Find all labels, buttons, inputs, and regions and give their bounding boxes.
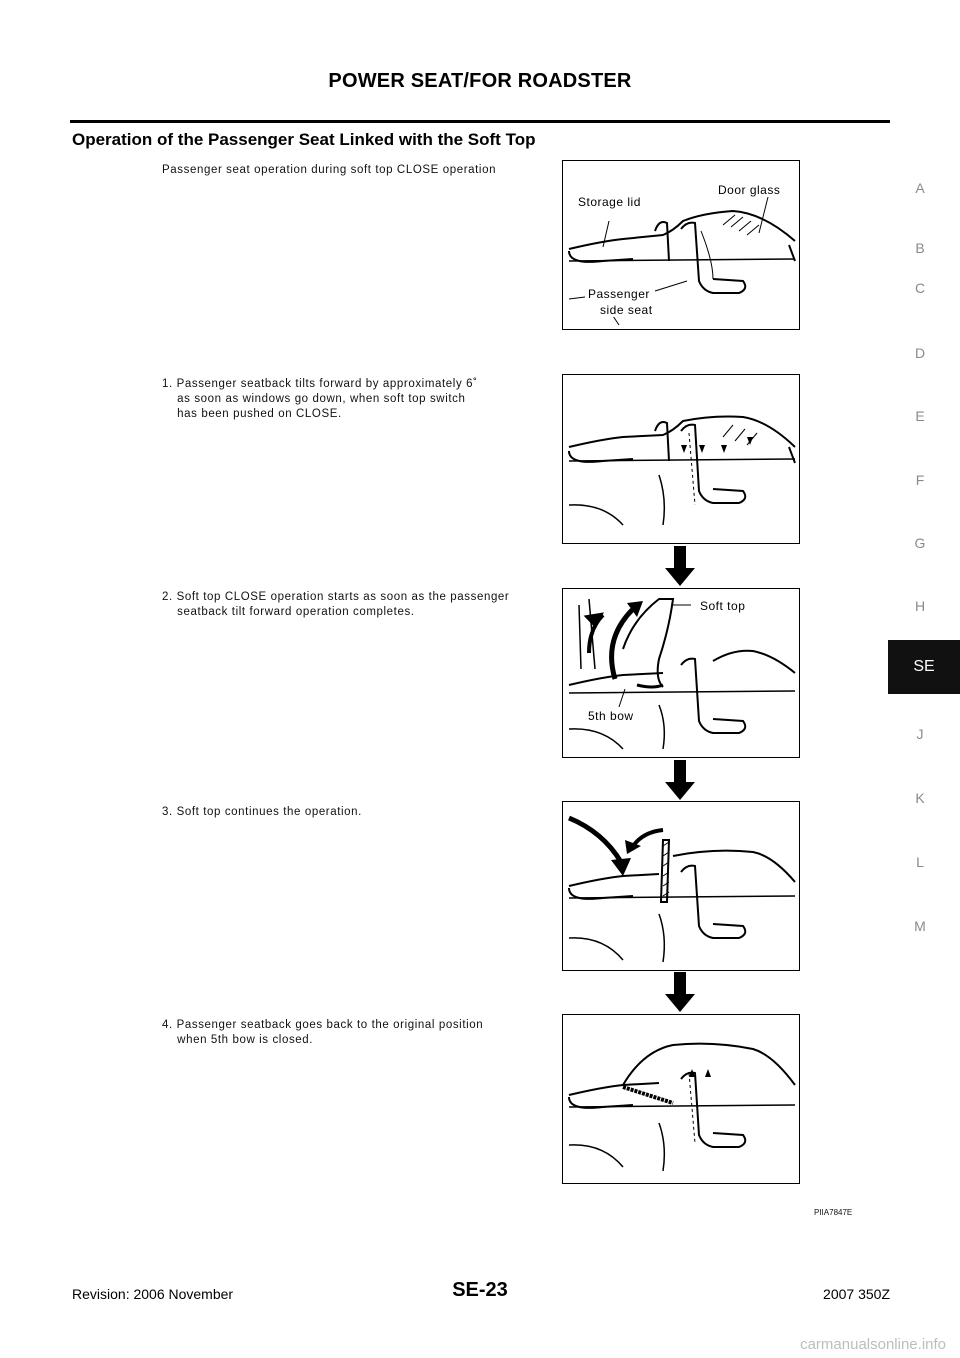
- tab-d[interactable]: D: [914, 345, 926, 361]
- section-title: Operation of the Passenger Seat Linked with the Soft Top: [72, 130, 536, 149]
- illustration-step-2: [562, 588, 800, 758]
- tab-e[interactable]: E: [915, 408, 925, 424]
- watermark: carmanualsonline.info: [800, 1336, 946, 1353]
- tab-c[interactable]: C: [914, 280, 926, 296]
- illustration-step-4: [562, 1014, 800, 1184]
- step-1-text: 1. Passenger seatback tilts forward by approximately 6˚ as soon as windows go down, when soft top switch has been pushed on CLOSE.: [162, 378, 478, 420]
- tab-l[interactable]: L: [916, 854, 924, 870]
- callout-passenger-2: side seat: [600, 303, 653, 317]
- step-4-text: 4. Passenger seatback goes back to the original position when 5th bow is closed.: [162, 1019, 484, 1046]
- illustration-intro: [562, 160, 800, 330]
- tab-a[interactable]: A: [915, 180, 925, 196]
- figure-code: PIIA7847E: [814, 1208, 853, 1217]
- footer-page-number: SE-23: [452, 1279, 508, 1301]
- callout-door-glass: Door glass: [718, 183, 781, 197]
- tab-b[interactable]: B: [915, 240, 925, 256]
- callout-storage-lid: Storage lid: [578, 195, 641, 209]
- flow-down-arrow-1: [663, 546, 697, 588]
- callout-passenger-1: Passenger: [588, 287, 650, 301]
- step-3-text: 3. Soft top continues the operation.: [162, 806, 362, 818]
- illustration-step-3: [562, 801, 800, 971]
- tab-f[interactable]: F: [915, 472, 925, 488]
- illustration-step-1: [562, 374, 800, 544]
- tab-se-active[interactable]: SE: [888, 640, 960, 694]
- car-seat-drawing-step-2: [563, 589, 799, 757]
- car-seat-drawing-step-4: [563, 1015, 799, 1183]
- footer-revision: Revision: 2006 November: [72, 1286, 234, 1302]
- tab-m[interactable]: M: [914, 918, 926, 934]
- page-title: POWER SEAT/FOR ROADSTER: [328, 70, 632, 92]
- step-intro-text: Passenger seat operation during soft top CLOSE operation: [162, 164, 497, 176]
- tab-k[interactable]: K: [915, 790, 925, 806]
- flow-down-arrow-2: [663, 760, 697, 802]
- tab-j[interactable]: J: [916, 726, 924, 742]
- footer-model: 2007 350Z: [823, 1286, 890, 1302]
- flow-down-arrow-3: [663, 972, 697, 1014]
- header-rule: [70, 120, 890, 123]
- car-seat-drawing-step-1: [563, 375, 799, 543]
- tab-h[interactable]: H: [914, 598, 926, 614]
- callout-5th-bow: 5th bow: [588, 709, 634, 723]
- car-seat-drawing-step-3: [563, 802, 799, 970]
- step-2-text: 2. Soft top CLOSE operation starts as soon as the passenger seatback tilt forward operation completes.: [162, 591, 510, 618]
- callout-soft-top: Soft top: [700, 599, 746, 613]
- tab-g[interactable]: G: [914, 535, 926, 551]
